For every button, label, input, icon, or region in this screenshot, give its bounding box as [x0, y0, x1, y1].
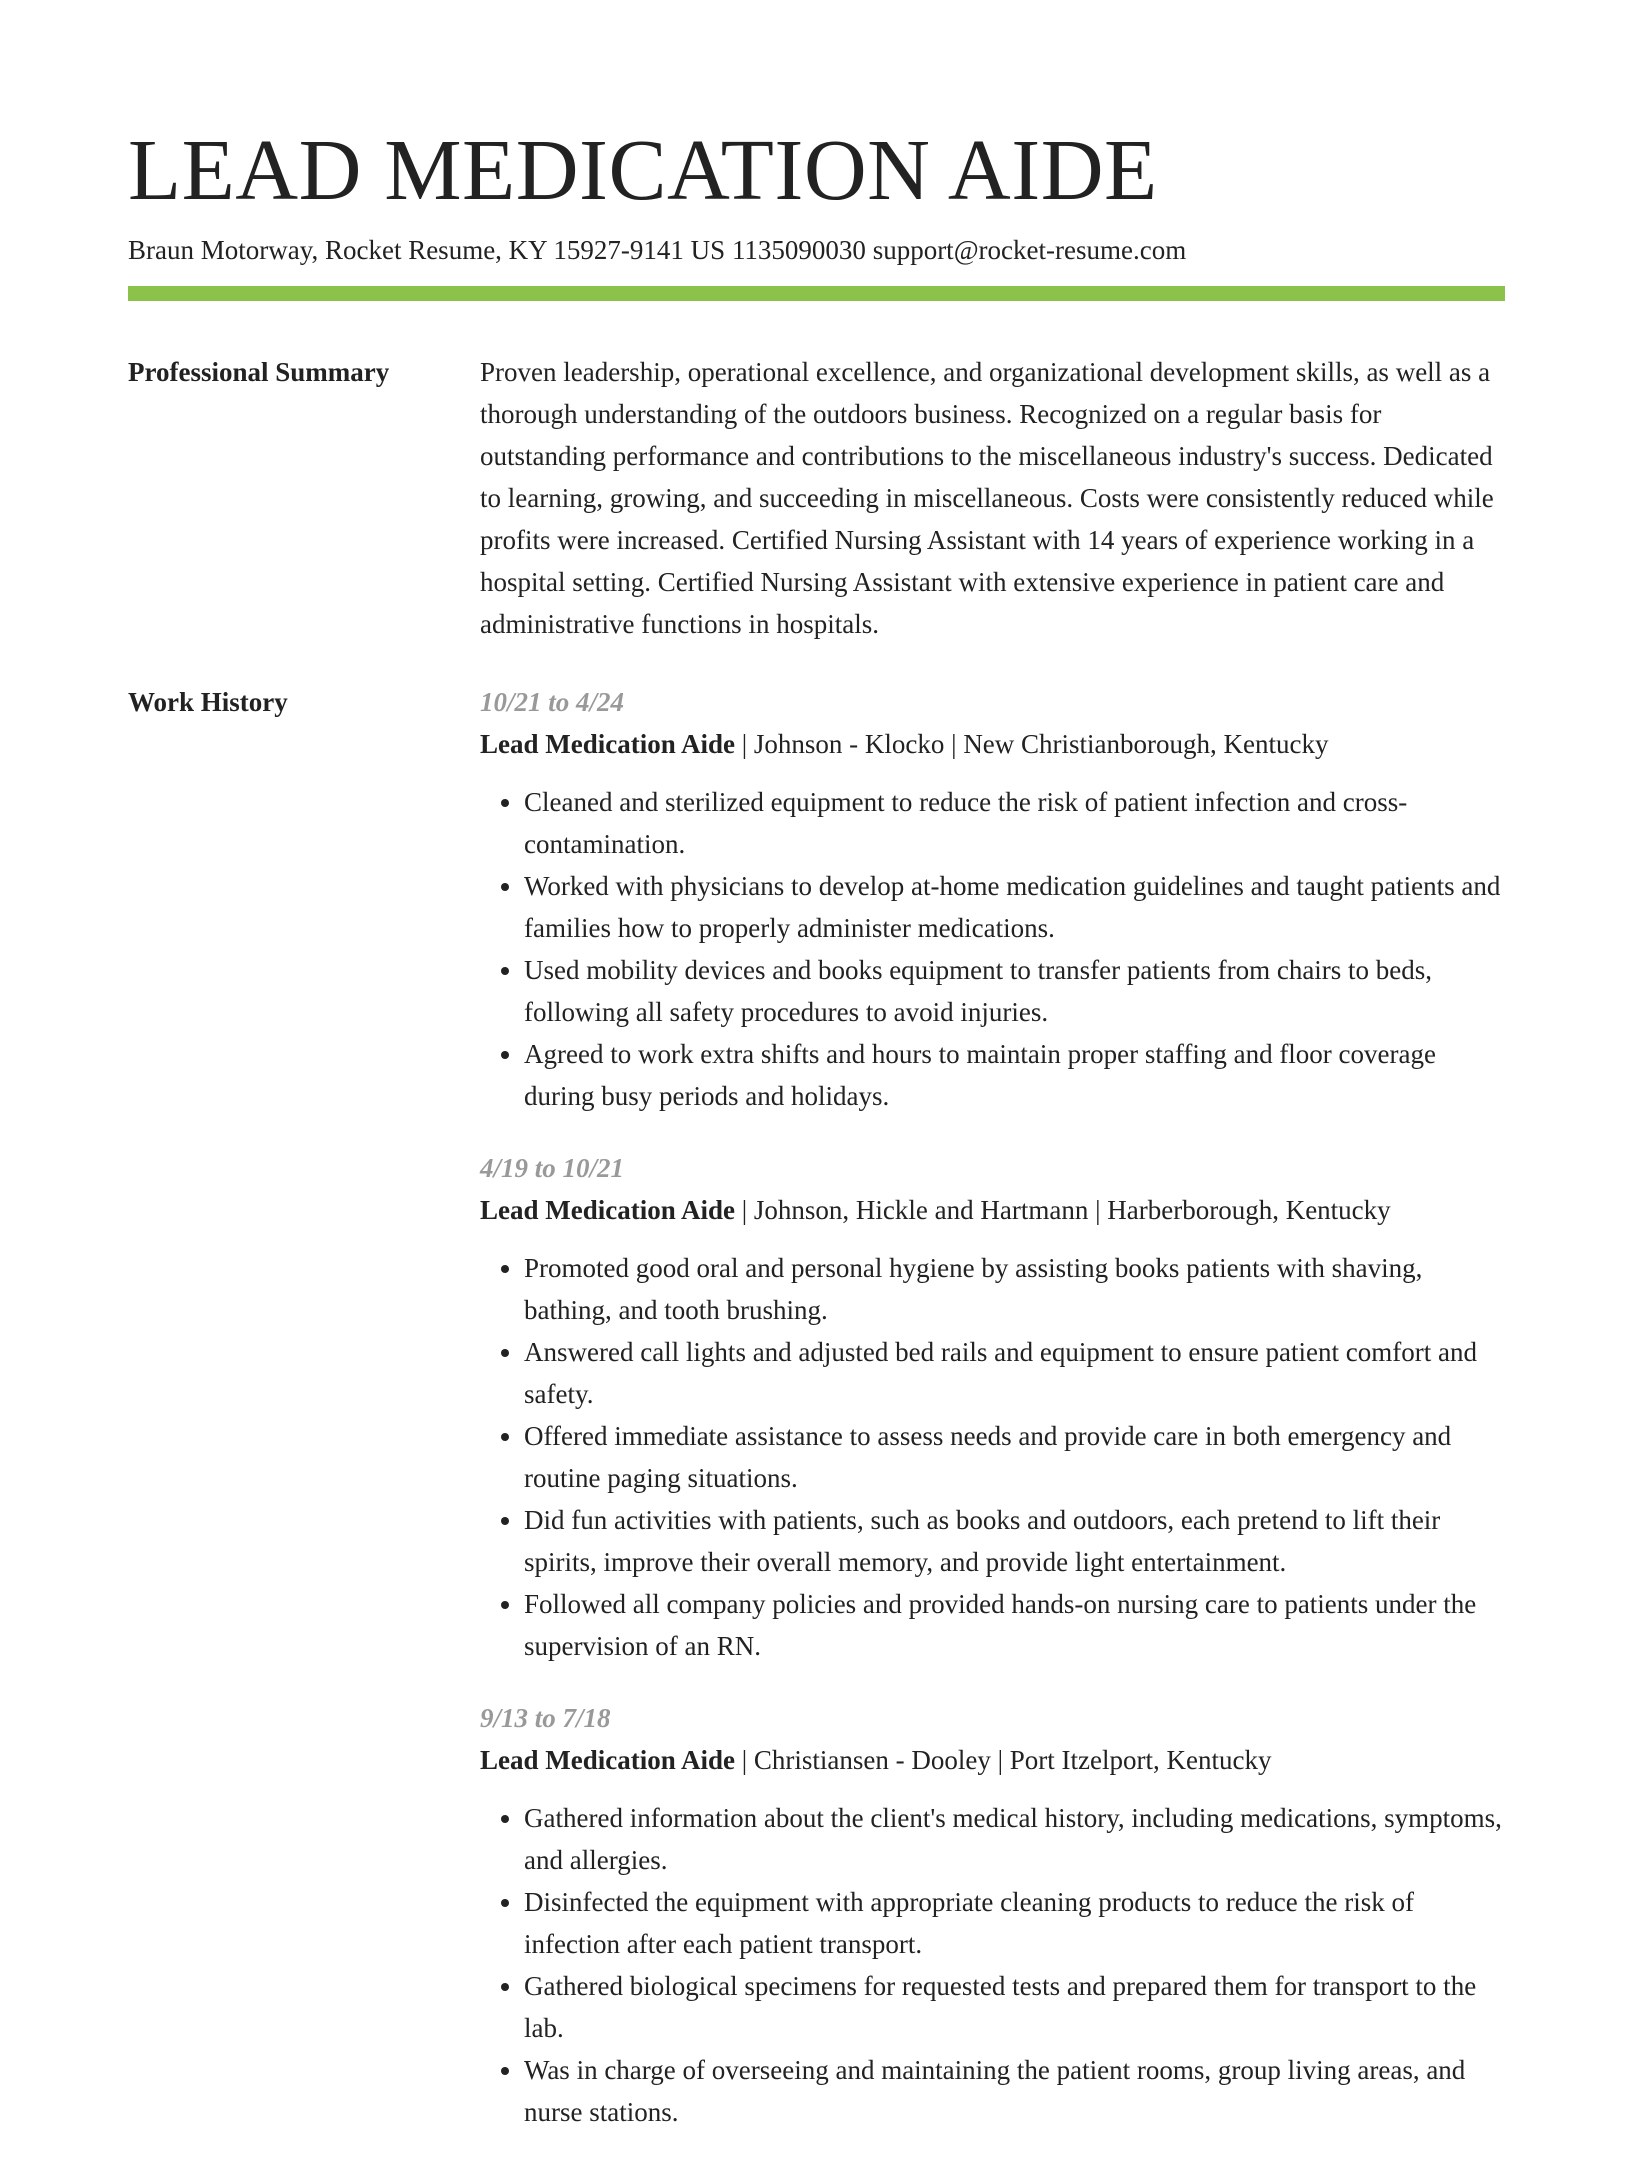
job-heading: Lead Medication Aide | Christiansen - Dooley | Port Itzelport, Kentucky	[480, 1745, 1272, 1775]
job-company: Johnson, Hickle and Hartmann	[753, 1195, 1089, 1225]
contact-address: Braun Motorway, Rocket Resume, KY 15927-9141 US	[128, 235, 726, 265]
job-bullet: • Used mobility devices and books equipment to transfer patients from chairs to beds, following all safety procedures to avoid injuries.	[524, 949, 1505, 1033]
job-bullet: • Worked with physicians to develop at-home medication guidelines and taught patients and families how to properly administer medications.	[524, 865, 1505, 949]
summary-body	[480, 351, 1505, 645]
job-bullet: • Agreed to work extra shifts and hours to maintain proper staffing and floor coverage during busy periods and holidays.	[524, 1033, 1505, 1117]
job-bullet: • Disinfected the equipment with appropriate cleaning products to reduce the risk of infection after each patient transport.	[524, 1881, 1505, 1965]
contact-phone: 1135090030	[731, 235, 866, 265]
resume-name: LEAD MEDICATION AIDE	[128, 121, 1158, 218]
job-dates: 4/19 to 10/21	[480, 1153, 625, 1183]
summary-section	[128, 351, 1505, 645]
job-dates: 10/21 to 4/24	[480, 687, 625, 717]
job-bullet: • Cleaned and sterilized equipment to reduce the risk of patient infection and cross-contamination.	[524, 781, 1505, 865]
job-dates: 9/13 to 7/18	[480, 1703, 611, 1733]
job-bullet: • Answered call lights and adjusted bed rails and equipment to ensure patient comfort and safety.	[524, 1331, 1505, 1415]
job-bullets	[480, 781, 1505, 1117]
summary-text: Proven leadership, operational excellence, and organizational development skills, as well as a thorough understanding of the outdoors business. Recognized on a regular basis for outstanding performance and contributions to the miscellaneous industry's success. Dedicated to learning, growing, and succeeding in miscellaneous. Costs were consistently reduced while profits were increased. Certified Nursing Assistant with 14 years of experience working in a hospital setting. Certified Nursing Assistant with extensive experience in patient care and administrative functions in hospitals.	[480, 357, 1494, 639]
job-entry	[480, 681, 1505, 1117]
job-heading: Lead Medication Aide | Johnson, Hickle and Hartmann | Harberborough, Kentucky	[480, 1195, 1391, 1225]
work-history-section	[128, 681, 1505, 2163]
accent-divider	[128, 286, 1505, 301]
job-bullet: • Followed all company policies and provided hands-on nursing care to patients under the supervision of an RN.	[524, 1583, 1505, 1667]
job-bullet: • Gathered biological specimens for requested tests and prepared them for transport to the lab.	[524, 1965, 1505, 2049]
job-bullet: • Was in charge of overseeing and maintaining the patient rooms, group living areas, and nurse stations.	[524, 2049, 1505, 2133]
job-heading: Lead Medication Aide | Johnson - Klocko | New Christianborough, Kentucky	[480, 729, 1329, 759]
job-bullet: • Gathered information about the client's medical history, including medications, symptoms, and allergies.	[524, 1797, 1505, 1881]
job-bullets	[480, 1247, 1505, 1667]
work-history-heading: Work History	[128, 687, 288, 717]
job-bullet: • Promoted good oral and personal hygiene by assisting books patients with shaving, bathing, and tooth brushing.	[524, 1247, 1505, 1331]
job-location: New Christianborough, Kentucky	[963, 729, 1329, 759]
job-company: Christiansen - Dooley	[753, 1745, 991, 1775]
job-title: Lead Medication Aide	[480, 729, 735, 759]
job-entry	[480, 1147, 1505, 1667]
job-entry	[480, 1697, 1505, 2133]
job-location: Port Itzelport, Kentucky	[1009, 1745, 1272, 1775]
job-location: Harberborough, Kentucky	[1107, 1195, 1391, 1225]
work-history-body	[480, 681, 1505, 2163]
job-title: Lead Medication Aide	[480, 1745, 735, 1775]
summary-heading: Professional Summary	[128, 357, 390, 387]
job-bullet: • Offered immediate assistance to assess needs and provide care in both emergency and routine paging situations.	[524, 1415, 1505, 1499]
job-bullet: • Did fun activities with patients, such as books and outdoors, each pretend to lift their spirits, improve their overall memory, and provide light entertainment.	[524, 1499, 1505, 1583]
job-bullets	[480, 1797, 1505, 2133]
job-title: Lead Medication Aide	[480, 1195, 735, 1225]
job-company: Johnson - Klocko	[753, 729, 945, 759]
contact-email: support@rocket-resume.com	[872, 235, 1187, 265]
resume-page	[128, 0, 1505, 2163]
contact-line	[128, 233, 1505, 267]
